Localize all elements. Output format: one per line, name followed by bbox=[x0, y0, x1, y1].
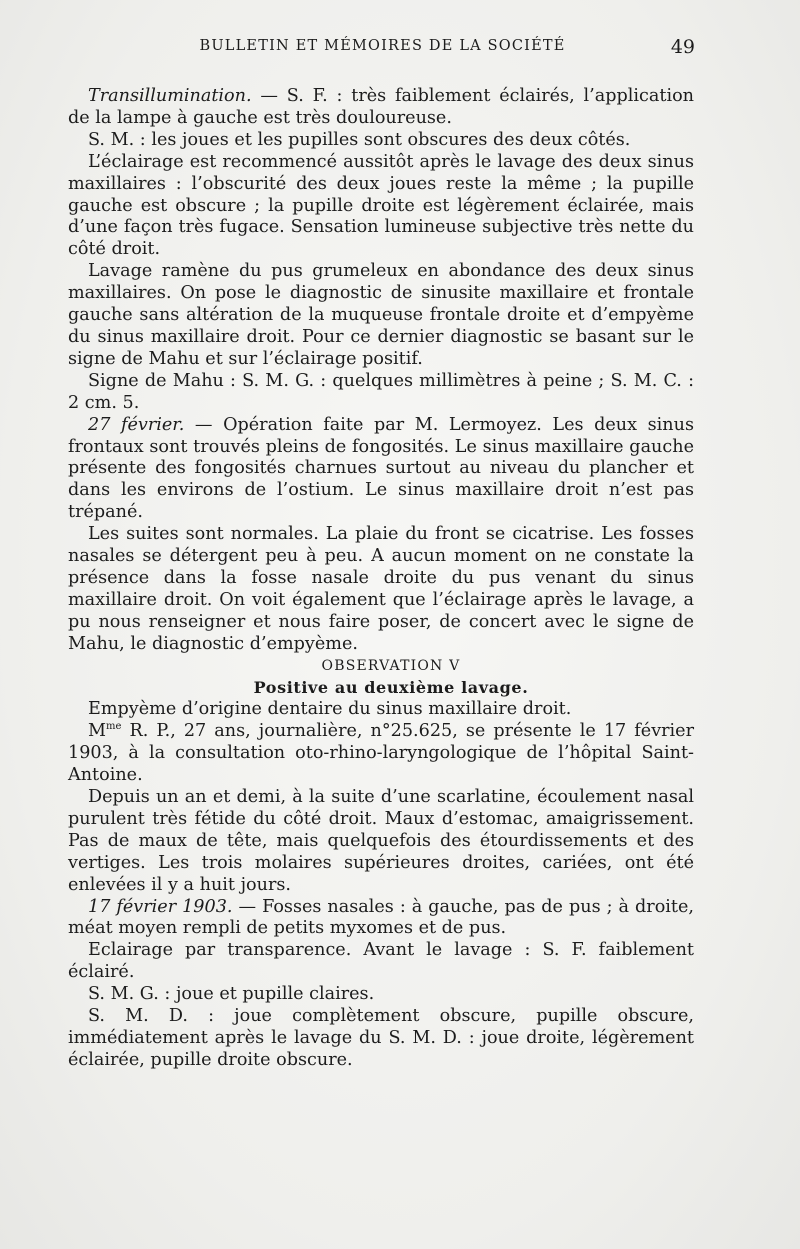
paragraph-text: S. M. : les joues et les pupilles sont obscures des deux côtés. bbox=[88, 129, 631, 150]
paragraph-text: — Fosses nasales : à gauche, pas de pus ; à droite, méat moyen rempli de petits myxomes et de pus. bbox=[68, 896, 694, 939]
paragraph bbox=[68, 86, 694, 130]
paragraph-text: S. M. G. : joue et pupille claires. bbox=[88, 984, 375, 1005]
paragraph-lead: 17 février 1903. bbox=[88, 896, 233, 917]
paragraph bbox=[68, 940, 694, 984]
paragraph bbox=[68, 524, 694, 655]
observation-subtitle: Positive au deuxième lavage. bbox=[253, 678, 529, 698]
page-number: 49 bbox=[670, 36, 695, 58]
paragraph-text: Signe de Mahu : S. M. G. : quelques millimètres à peine ; S. M. C. : 2 cm. 5. bbox=[68, 370, 694, 413]
running-head: BULLETIN ET MÉMOIRES DE LA SOCIÉTÉ bbox=[199, 38, 566, 54]
paragraph-text: Empyème d’origine dentaire du sinus maxillaire droit. bbox=[88, 699, 572, 720]
paragraph-superscript: me bbox=[106, 721, 122, 733]
paragraph-text: — S. F. : très faiblement éclairés, l’application de la lampe à gauche est très douloureuse. bbox=[68, 86, 694, 128]
paragraph bbox=[68, 984, 694, 1006]
paragraph bbox=[68, 699, 694, 721]
paragraph bbox=[68, 721, 694, 787]
paragraph bbox=[68, 787, 694, 897]
paragraph bbox=[68, 261, 694, 371]
paragraph bbox=[68, 1006, 694, 1072]
page-header bbox=[70, 36, 695, 64]
paragraph-text: S. M. D. : joue complètement obscure, pupille obscure, immédiatement après le lavage du S. M. D. : joue droite, légèrement éclairée, pupille droite obscure. bbox=[68, 1006, 694, 1070]
paragraph-text: L’éclairage est recommencé aussitôt après le lavage des deux sinus maxillaires : l’obscurité des deux joues reste la même ; la pupille gauche est obscure ; la pupille droite est légèrement éclairée, mais d’une façon très fugace. Sensation lumineuse subjective très nette du côté droit. bbox=[68, 151, 694, 260]
paragraph-text: Depuis un an et demi, à la suite d’une scarlatine, écoulement nasal purulent très fétide du côté droit. Maux d’estomac, amaigrissement. Pas de maux de tête, mais quelquefois des étourdissements et des vertiges. Les trois molaires supérieures droites, cariées, ont été enlevées il y a huit jours. bbox=[68, 787, 694, 895]
paragraph-text: Les suites sont normales. La plaie du front se cicatrise. Les fosses nasales se détergent peu à peu. A aucun moment on ne constate la présence dans la fosse nasale droite du pus venant du sinus maxillaire droit. On voit également que l’éclairage après le lavage, a pu nous renseigner et nous faire poser, de concert avec le signe de Mahu, le diagnostic d’empyème. bbox=[68, 524, 694, 654]
paragraph bbox=[68, 415, 694, 525]
paragraph-prefix: M bbox=[88, 721, 107, 742]
paragraph-lead: 27 février. bbox=[88, 414, 185, 435]
paragraph bbox=[68, 152, 694, 262]
body-text bbox=[68, 86, 694, 1072]
paragraph-text: — Opération faite par M. Lermoyez. Les deux sinus frontaux sont trouvés pleins de fongosités. Le sinus maxillaire gauche présente des fongosités charnues surtout au niveau du plancher et dans les environs de l’ostium. Le sinus maxillaire droit n’est pas trépané. bbox=[68, 414, 694, 523]
paragraph bbox=[68, 897, 694, 941]
paragraph-text: Eclairage par transparence. Avant le lavage : S. F. faiblement éclairé. bbox=[68, 940, 694, 983]
paragraph bbox=[68, 130, 694, 152]
observation-title: OBSERVATION V bbox=[321, 657, 461, 674]
paragraph-text: Lavage ramène du pus grumeleux en abondance des deux sinus maxillaires. On pose le diagnostic de sinusite maxillaire et frontale gauche sans altération de la muqueuse frontale droite et d’empyème du sinus maxillaire droit. Pour ce dernier diagnostic se basant sur le signe de Mahu et sur l’éclairage positif. bbox=[68, 261, 694, 369]
paragraph-text: R. P., 27 ans, journalière, n°25.625, se présente le 17 février 1903, à la consultation oto-rhino-laryngologique de l’hôpital Saint-Antoine. bbox=[68, 721, 694, 786]
paragraph bbox=[68, 371, 694, 415]
paragraph-lead: Transillumination. bbox=[88, 86, 252, 106]
